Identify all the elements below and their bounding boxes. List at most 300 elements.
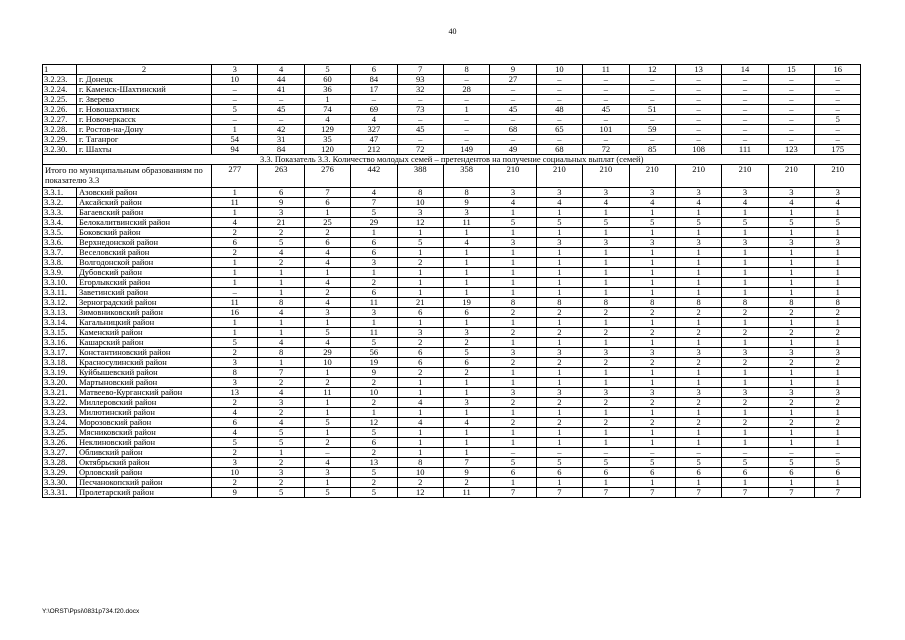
table-row [43,448,861,458]
value-cell: 11 [443,218,489,228]
column-number-cell: 3 [212,65,258,75]
value-cell: 68 [490,125,536,135]
value-cell: 2 [490,358,536,368]
total-label-cell: Итого по муниципальным образованиям по показателю 3.3 [43,165,212,188]
row-name-cell: Боковский район [77,228,212,238]
value-cell: 1 [722,368,768,378]
value-cell: – [629,85,675,95]
value-cell: – [536,75,582,85]
value-cell: 2 [536,308,582,318]
value-cell: 1 [583,228,629,238]
value-cell: 7 [443,458,489,468]
value-cell: 101 [583,125,629,135]
value-cell: – [768,115,814,125]
table-row [43,428,861,438]
value-cell: 3 [490,238,536,248]
table-row [43,358,861,368]
value-cell: 1 [397,438,443,448]
column-number-cell: 13 [675,65,721,75]
value-cell: 2 [443,338,489,348]
value-cell: 1 [397,428,443,438]
value-cell: 2 [351,398,397,408]
value-cell: 11 [443,488,489,498]
column-number-cell: 2 [77,65,212,75]
value-cell: 3 [212,378,258,388]
value-cell: 6 [768,468,814,478]
row-name-cell: г. Зверево [77,95,212,105]
value-cell: 21 [397,298,443,308]
row-name-cell: Зимовниковский район [77,308,212,318]
value-cell: 1 [629,318,675,328]
value-cell: 3 [629,238,675,248]
value-cell: 4 [397,398,443,408]
value-cell: 1 [629,288,675,298]
column-number-cell: 15 [768,65,814,75]
value-cell: 94 [212,145,258,155]
value-cell: 6 [443,358,489,368]
table-row [43,218,861,228]
row-name-cell: Волгодонской район [77,258,212,268]
value-cell: 7 [490,488,536,498]
value-cell: 8 [212,368,258,378]
value-cell: 13 [351,458,397,468]
row-name-cell: Веселовский район [77,248,212,258]
value-cell: 3 [536,388,582,398]
value-cell: 1 [397,268,443,278]
value-cell: 1 [536,428,582,438]
row-name-cell: Мясниковский район [77,428,212,438]
value-cell: 6 [304,198,350,208]
value-cell: 1 [443,388,489,398]
value-cell: – [443,125,489,135]
page-number: 40 [448,27,457,36]
value-cell: 3 [768,388,814,398]
value-cell: 4 [258,418,304,428]
row-code-cell: 3.3.29. [43,468,77,478]
value-cell: 3 [583,348,629,358]
row-code-cell: 3.3.16. [43,338,77,348]
value-cell: 2 [722,418,768,428]
value-cell: 1 [583,278,629,288]
value-cell: 1 [490,258,536,268]
value-cell: 3 [675,348,721,358]
value-cell: 10 [397,468,443,478]
value-cell: 3 [629,188,675,198]
value-cell: 1 [490,318,536,328]
value-cell: 1 [443,288,489,298]
column-number-cell: 4 [258,65,304,75]
value-cell: 6 [351,248,397,258]
value-cell: – [583,85,629,95]
value-cell: – [304,448,350,458]
value-cell: 212 [351,145,397,155]
value-cell: 5 [490,458,536,468]
value-cell: – [675,125,721,135]
value-cell: – [675,95,721,105]
value-cell: 5 [443,348,489,358]
value-cell: 1 [629,428,675,438]
value-cell: – [536,85,582,95]
value-cell: – [722,125,768,135]
value-cell: 8 [583,298,629,308]
value-cell: 1 [490,288,536,298]
value-cell: 2 [443,368,489,378]
value-cell: 2 [490,418,536,428]
row-name-cell: Зерноградский район [77,298,212,308]
value-cell: 1 [490,438,536,448]
value-cell: 2 [675,308,721,318]
value-cell: 1 [304,368,350,378]
value-cell: 2 [583,358,629,368]
value-cell: 4 [212,218,258,228]
value-cell: 4 [536,198,582,208]
value-cell: 84 [258,145,304,155]
value-cell: 1 [768,248,814,258]
value-cell: 1 [768,278,814,288]
value-cell: 9 [443,468,489,478]
value-cell: 45 [583,105,629,115]
value-cell: 3 [304,468,350,478]
value-cell: 1 [583,248,629,258]
value-cell: 29 [304,348,350,358]
value-cell: 1 [722,248,768,258]
value-cell: 4 [304,115,350,125]
total-value-cell: 210 [583,165,629,188]
value-cell: 1 [258,278,304,288]
value-cell: 2 [304,438,350,448]
value-cell: 1 [212,328,258,338]
value-cell: 8 [490,298,536,308]
value-cell: 6 [536,468,582,478]
value-cell: – [675,105,721,115]
row-code-cell: 3.2.29. [43,135,77,145]
value-cell: 5 [815,458,861,468]
value-cell: 1 [397,408,443,418]
row-code-cell: 3.3.13. [43,308,77,318]
value-cell: 4 [629,198,675,208]
value-cell: 1 [722,278,768,288]
value-cell: 1 [629,368,675,378]
value-cell: 6 [490,468,536,478]
table-row [43,348,861,358]
value-cell: 1 [536,318,582,328]
value-cell: 5 [351,428,397,438]
value-cell: – [490,448,536,458]
value-cell: 1 [351,318,397,328]
value-cell: 2 [675,418,721,428]
value-cell: 7 [536,488,582,498]
value-cell: 1 [304,208,350,218]
value-cell: 5 [258,428,304,438]
value-cell: – [768,105,814,115]
value-cell: 1 [304,268,350,278]
value-cell: 1 [397,278,443,288]
value-cell: – [443,135,489,145]
value-cell: 47 [351,135,397,145]
table-row [43,238,861,248]
section-heading-row [43,155,861,165]
value-cell: 6 [397,358,443,368]
value-cell: 3 [351,258,397,268]
value-cell: 6 [351,438,397,448]
value-cell: 8 [815,298,861,308]
value-cell: 2 [351,278,397,288]
value-cell: – [258,95,304,105]
value-cell: – [768,75,814,85]
table-row [43,268,861,278]
row-code-cell: 3.3.2. [43,198,77,208]
value-cell: 2 [212,228,258,238]
value-cell: – [675,135,721,145]
value-cell: 7 [768,488,814,498]
value-cell: – [722,115,768,125]
value-cell: 4 [815,198,861,208]
value-cell: – [675,448,721,458]
value-cell: 1 [768,288,814,298]
row-code-cell: 3.2.23. [43,75,77,85]
value-cell: – [397,115,443,125]
value-cell: 1 [490,478,536,488]
table-row [43,188,861,198]
value-cell: 1 [490,408,536,418]
value-cell: 9 [443,198,489,208]
row-code-cell: 3.3.31. [43,488,77,498]
value-cell: – [490,85,536,95]
value-cell: 7 [304,188,350,198]
value-cell: 1 [722,288,768,298]
value-cell: 1 [722,268,768,278]
file-path-footer: Y:\ORST\Ppsi\0831p734.f20.docx [42,608,140,615]
value-cell: – [536,448,582,458]
value-cell: 1 [583,478,629,488]
value-cell: 108 [675,145,721,155]
value-cell: 2 [304,288,350,298]
value-cell: 1 [443,378,489,388]
value-cell: – [258,115,304,125]
value-cell: 45 [258,105,304,115]
value-cell: 3 [629,348,675,358]
row-name-cell: Октябрьский район [77,458,212,468]
value-cell: 4 [675,198,721,208]
value-cell: – [490,95,536,105]
value-cell: 5 [768,218,814,228]
table-row [43,258,861,268]
value-cell: 3 [583,388,629,398]
row-name-cell: Матвеево-Курганский район [77,388,212,398]
value-cell: 7 [722,488,768,498]
value-cell: 2 [536,328,582,338]
total-value-cell: 442 [351,165,397,188]
value-cell: 3 [722,348,768,358]
value-cell: 84 [351,75,397,85]
value-cell: 1 [675,338,721,348]
table-row [43,308,861,318]
table-row [43,478,861,488]
value-cell: 3 [304,308,350,318]
table-row [43,95,861,105]
value-cell: – [443,75,489,85]
value-cell: 60 [304,75,350,85]
value-cell: – [768,85,814,95]
value-cell: – [722,95,768,105]
value-cell: 3 [629,388,675,398]
value-cell: 2 [258,228,304,238]
table-row [43,298,861,308]
value-cell: 59 [629,125,675,135]
table-row [43,378,861,388]
value-cell: 1 [815,258,861,268]
value-cell: 1 [583,268,629,278]
value-cell: 1 [443,228,489,238]
value-cell: 1 [815,408,861,418]
value-cell: 2 [815,418,861,428]
value-cell: 10 [397,198,443,208]
row-name-cell: Милютинский район [77,408,212,418]
value-cell: – [768,135,814,145]
value-cell: 3 [815,348,861,358]
section-title-cell: 3.3. Показатель 3.3. Количество молодых семей – претендентов на получение социальных выплат (семей) [43,155,861,165]
value-cell: 2 [722,308,768,318]
value-cell: – [675,115,721,125]
value-cell: 8 [536,298,582,308]
value-cell: 11 [212,198,258,208]
value-cell: 1 [443,258,489,268]
column-number-cell: 5 [304,65,350,75]
value-cell: – [212,288,258,298]
value-cell: 1 [815,378,861,388]
value-cell: 3 [212,358,258,368]
row-code-cell: 3.3.17. [43,348,77,358]
value-cell: 5 [258,488,304,498]
row-code-cell: 3.2.30. [43,145,77,155]
value-cell: 1 [675,248,721,258]
value-cell: 8 [768,298,814,308]
value-cell: 1 [397,288,443,298]
value-cell: 1 [258,318,304,328]
value-cell: 27 [490,75,536,85]
value-cell: 5 [815,115,861,125]
value-cell: 3 [815,188,861,198]
row-code-cell: 3.3.22. [43,398,77,408]
value-cell: 3 [397,208,443,218]
value-cell: 1 [768,338,814,348]
value-cell: 2 [258,478,304,488]
value-cell: 4 [583,198,629,208]
row-code-cell: 3.3.1. [43,188,77,198]
value-cell: 1 [536,278,582,288]
value-cell: 8 [443,188,489,198]
value-cell: 19 [351,358,397,368]
row-code-cell: 3.3.9. [43,268,77,278]
value-cell: 5 [351,488,397,498]
value-cell: 7 [629,488,675,498]
column-number-cell: 8 [443,65,489,75]
value-cell: 1 [629,478,675,488]
value-cell: 51 [629,105,675,115]
value-cell: 5 [722,218,768,228]
value-cell: 10 [212,75,258,85]
value-cell: – [629,115,675,125]
value-cell: 72 [583,145,629,155]
value-cell: 4 [212,408,258,418]
value-cell: 1 [629,228,675,238]
total-value-cell: 210 [629,165,675,188]
value-cell: 11 [304,388,350,398]
value-cell: 8 [675,298,721,308]
value-cell: 1 [583,208,629,218]
value-cell: 1 [212,268,258,278]
value-cell: 4 [397,418,443,428]
row-code-cell: 3.2.28. [43,125,77,135]
table-row [43,328,861,338]
value-cell: 1 [675,318,721,328]
value-cell: 2 [443,478,489,488]
value-cell: 1 [490,368,536,378]
value-cell: 1 [397,378,443,388]
row-name-cell: г. Ростов-на-Дону [77,125,212,135]
value-cell: 1 [722,408,768,418]
value-cell: 35 [304,135,350,145]
value-cell: 2 [768,398,814,408]
row-code-cell: 3.3.25. [43,428,77,438]
value-cell: 1 [212,278,258,288]
row-name-cell: Каменский район [77,328,212,338]
row-name-cell: Мартыновский район [77,378,212,388]
value-cell: 2 [815,328,861,338]
value-cell: 1 [212,258,258,268]
value-cell: 3 [768,238,814,248]
row-name-cell: Песчанокопский район [77,478,212,488]
indicator-table [42,64,861,498]
value-cell: 1 [304,318,350,328]
value-cell: 7 [583,488,629,498]
total-value-cell: 210 [768,165,814,188]
value-cell: 1 [815,428,861,438]
value-cell: 1 [629,338,675,348]
value-cell: 2 [675,398,721,408]
total-value-cell: 210 [722,165,768,188]
total-value-cell: 276 [304,165,350,188]
value-cell: 4 [443,238,489,248]
total-value-cell: 210 [490,165,536,188]
value-cell: 1 [397,448,443,458]
row-name-cell: г. Донецк [77,75,212,85]
value-cell: 2 [351,448,397,458]
row-name-cell: Неклиновский район [77,438,212,448]
value-cell: 1 [212,125,258,135]
value-cell: 327 [351,125,397,135]
value-cell: 1 [212,318,258,328]
value-cell: 2 [258,408,304,418]
value-cell: – [490,135,536,145]
value-cell: 9 [351,368,397,378]
value-cell: 5 [815,218,861,228]
value-cell: 6 [722,468,768,478]
value-cell: 3 [722,188,768,198]
value-cell: 1 [536,288,582,298]
value-cell: – [583,75,629,85]
value-cell: 2 [490,308,536,318]
table-row [43,338,861,348]
value-cell: 4 [304,338,350,348]
total-value-cell: 388 [397,165,443,188]
value-cell: – [212,95,258,105]
table-row [43,288,861,298]
value-cell: 129 [304,125,350,135]
value-cell: – [815,95,861,105]
row-name-cell: Орловский район [77,468,212,478]
value-cell: 8 [258,298,304,308]
